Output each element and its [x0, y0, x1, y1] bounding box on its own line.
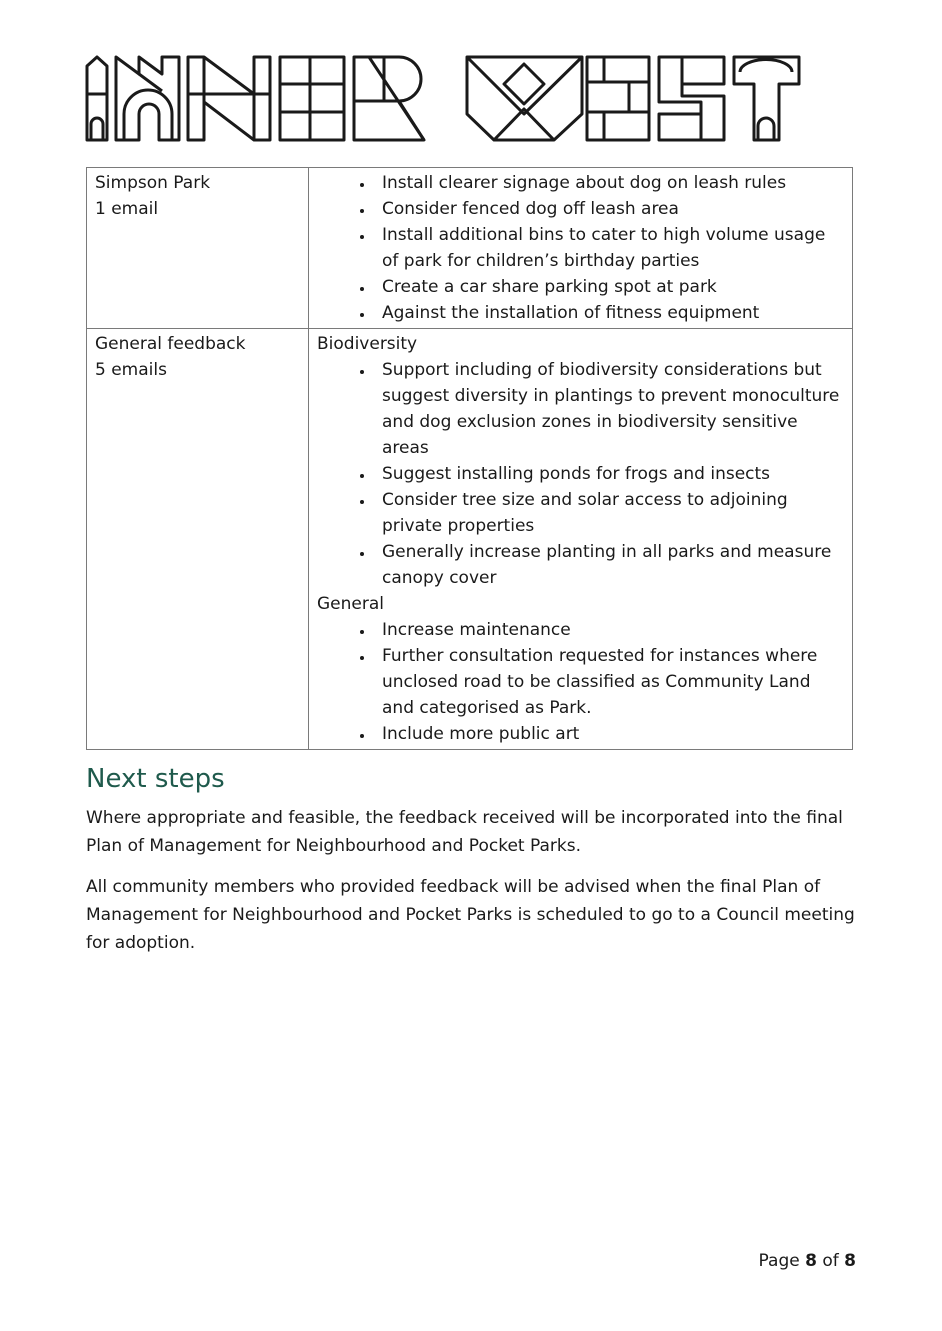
inner-west-logo [84, 54, 802, 144]
feedback-list [317, 170, 844, 326]
page-label: Page [758, 1251, 800, 1271]
group-title: General [317, 594, 384, 614]
feedback-table [86, 167, 853, 750]
logo-letter-e2 [587, 57, 649, 140]
location-cell [87, 168, 309, 329]
list-item: • Consider tree size and solar access to adjoining private properties [374, 487, 844, 539]
logo-letter-e1 [280, 57, 344, 140]
feedback-cell [309, 329, 853, 750]
table-row [87, 168, 853, 329]
paragraph: All community members who provided feedback will be advised when the final Plan of Management for Neighbourhood and Pocket Parks is scheduled to go to a Council meeting for adoption. [86, 877, 855, 953]
list-item: • Against the installation of fitness equipment [374, 300, 844, 326]
list-item: • Install clearer signage about dog on leash rules [374, 170, 844, 196]
feedback-list [317, 617, 844, 747]
list-item: • Consider fenced dog off leash area [374, 196, 844, 222]
submission-count: 1 email [95, 199, 159, 219]
location-name: Simpson Park [95, 173, 211, 193]
list-item: • Generally increase planting in all parks and measure canopy cover [374, 539, 844, 591]
feedback-cell [309, 168, 853, 329]
submission-count: 5 emails [95, 360, 167, 380]
list-item: • Include more public art [374, 721, 844, 747]
feedback-list [317, 357, 844, 591]
location-name: General feedback [95, 334, 246, 354]
current-page: 8 [805, 1251, 817, 1271]
logo-letter-n1 [116, 57, 179, 140]
logo-letter-s [659, 57, 724, 140]
logo-letter-w [467, 57, 582, 140]
table-row [87, 329, 853, 750]
paragraph: Where appropriate and feasible, the feedback received will be incorporated into the final Plan of Management for Neighbourhood and Pocket Parks. [86, 808, 843, 856]
page-number-footer [759, 1251, 856, 1271]
logo-letter-i [87, 57, 107, 140]
list-item: • Install additional bins to cater to high volume usage of park for children’s birthday parties [374, 222, 844, 274]
logo-letter-r [354, 57, 424, 140]
next-steps-heading: Next steps [86, 764, 225, 794]
list-item: • Suggest installing ponds for frogs and insects [374, 461, 844, 487]
logo-letter-n2 [188, 57, 270, 140]
logo-letter-t [734, 57, 799, 140]
total-pages: 8 [844, 1251, 856, 1271]
location-cell [87, 329, 309, 750]
list-item: • Increase maintenance [374, 617, 844, 643]
list-item: • Further consultation requested for instances where unclosed road to be classified as Community Land and categorised as Park. [374, 643, 844, 721]
group-title: Biodiversity [317, 334, 418, 354]
list-item: • Support including of biodiversity considerations but suggest diversity in plantings to prevent monoculture and dog exclusion zones in biodiversity sensitive areas [374, 357, 844, 461]
of-label: of [822, 1251, 839, 1271]
list-item: • Create a car share parking spot at park [374, 274, 844, 300]
